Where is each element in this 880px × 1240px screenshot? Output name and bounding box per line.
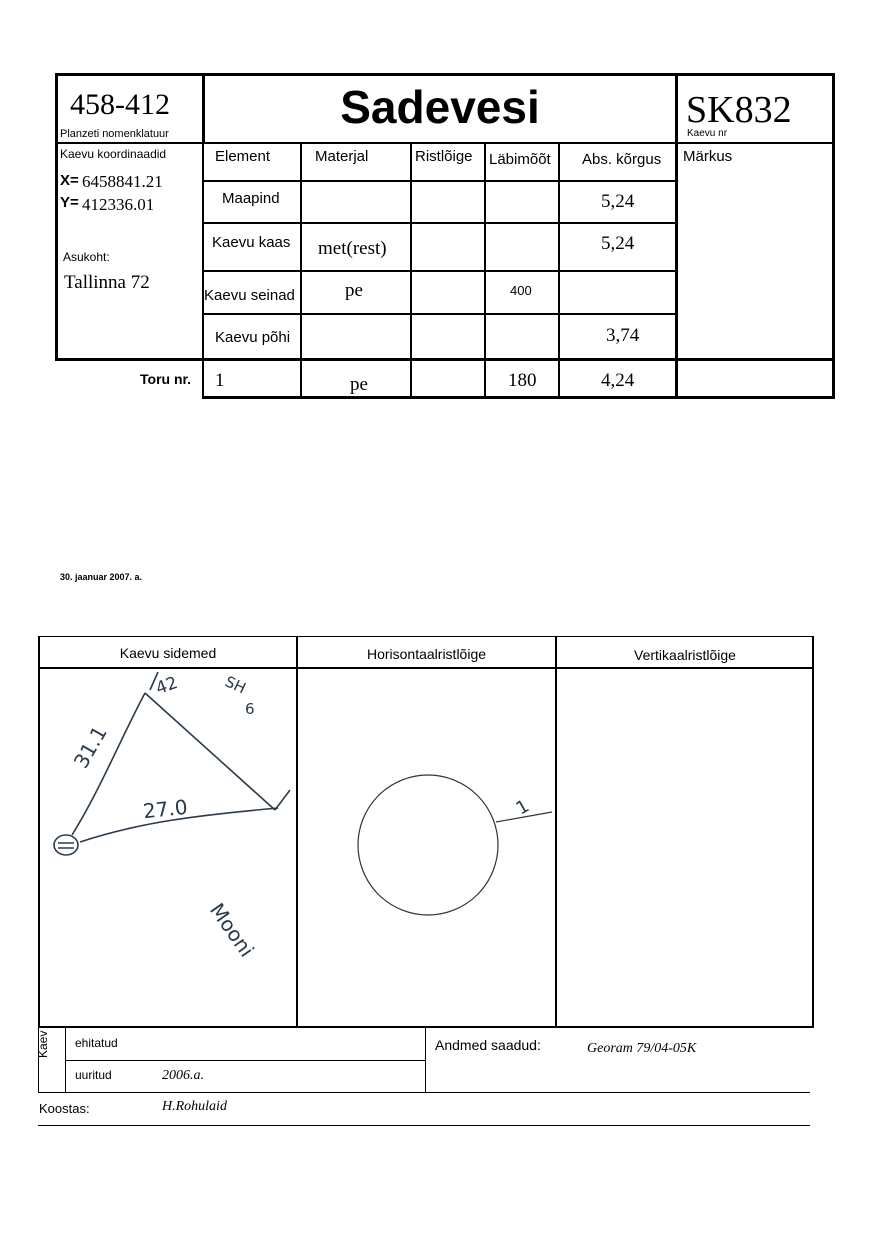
handwritten-sh-number: 6: [245, 700, 255, 718]
document-title: Sadevesi: [340, 81, 540, 133]
well-number-label: Kaevu nr: [687, 128, 728, 139]
header-abs-height: Abs. kõrgus: [582, 151, 662, 168]
pipe-number: 1: [215, 370, 225, 391]
header-element: Element: [215, 148, 271, 165]
y-label: Y=: [60, 194, 79, 211]
row-abs-height: 3,74: [606, 325, 640, 346]
handwritten-mark-top: 42: [153, 672, 181, 700]
manhole-symbol: [54, 835, 78, 855]
header-cross-section: Ristlõige: [415, 148, 473, 165]
x-label: X=: [60, 172, 79, 189]
pipe-material: pe: [350, 374, 368, 395]
pipe-abs-height: 4,24: [601, 370, 635, 391]
compiled-value: H.Rohulaid: [162, 1099, 227, 1114]
y-coordinate: 412336.01: [82, 195, 155, 214]
coordinates-label: Kaevu koordinaadid: [60, 147, 167, 161]
nomenclature-value: 458-412: [70, 88, 170, 121]
well-circle: [358, 775, 498, 915]
source-value: Georam 79/04-05K: [587, 1041, 697, 1056]
compiled-label: Koostas:: [39, 1101, 90, 1116]
row-material: met(rest): [318, 238, 387, 259]
pipe-label: Toru nr.: [140, 371, 192, 387]
row-abs-height: 5,24: [601, 233, 635, 254]
well-number-value: SK832: [686, 89, 792, 131]
col-title-vertical: Vertikaalristlõige: [634, 647, 736, 663]
document-date: 30. jaanuar 2007. a.: [60, 572, 143, 582]
col-title-connections: Kaevu sidemed: [119, 645, 217, 661]
x-coordinate: 6458841.21: [82, 172, 163, 191]
surveyed-value: 2006.a.: [162, 1068, 204, 1083]
pipe-diameter: 180: [508, 370, 537, 391]
col-title-horizontal: Horisontaalristlõige: [366, 646, 487, 662]
row-diameter: 400: [510, 283, 532, 298]
location-label: Asukoht:: [63, 250, 110, 264]
header-notes: Märkus: [683, 148, 733, 165]
handwritten-street: Mooni: [204, 898, 260, 962]
kaev-label: Kaev: [36, 1030, 50, 1058]
surveyed-label: uuritud: [75, 1068, 112, 1082]
nomenclature-label: Planzeti nomenklatuur: [60, 128, 169, 140]
built-label: ehitatud: [75, 1036, 118, 1050]
header-diameter: Läbimõõt: [489, 151, 551, 168]
source-label: Andmed saadud:: [435, 1037, 541, 1053]
handwritten-sh: SH: [222, 672, 249, 698]
row-element: Kaevu seinad: [204, 287, 295, 304]
row-element: Kaevu põhi: [215, 329, 291, 346]
row-abs-height: 5,24: [601, 191, 635, 212]
handwritten-pipe-mark: 1: [512, 795, 533, 820]
handwritten-distance-b: 27.0: [141, 794, 189, 824]
handwritten-distance-a: 31.1: [68, 721, 112, 773]
header-material: Materjal: [315, 148, 369, 165]
row-element: Kaevu kaas: [212, 234, 291, 251]
location-value: Tallinna 72: [64, 272, 150, 293]
row-material: pe: [345, 280, 363, 301]
row-element: Maapind: [222, 190, 280, 207]
